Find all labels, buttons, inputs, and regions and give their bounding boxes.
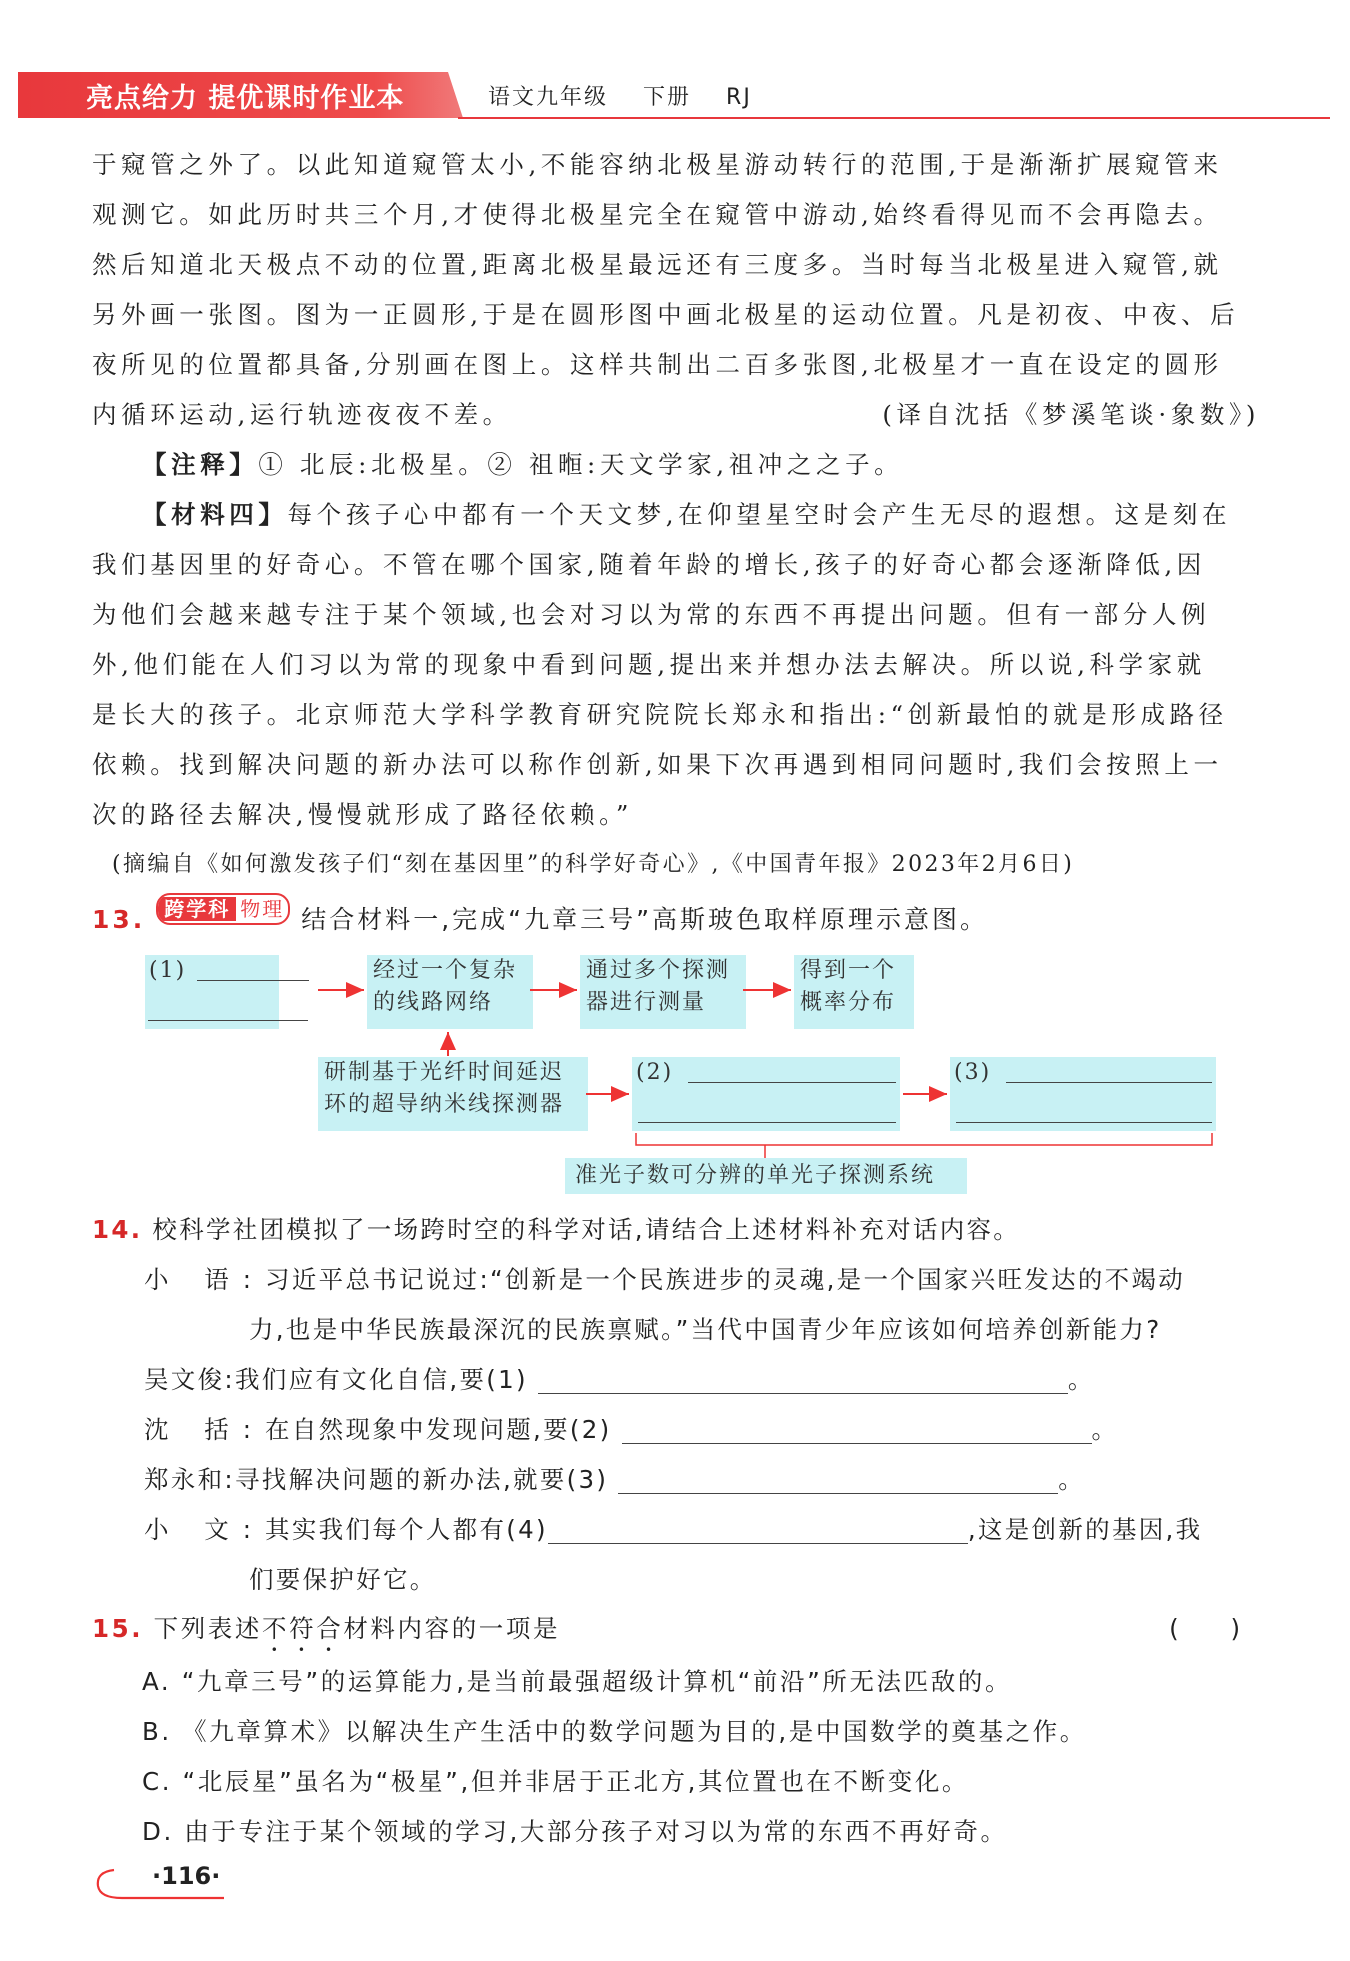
page-content — [92, 140, 1260, 890]
answer-bracket[interactable]: ( ) — [1169, 1614, 1262, 1643]
answer-blank-2b[interactable] — [638, 1122, 896, 1123]
answer-blank-2a[interactable] — [688, 1082, 896, 1083]
question-13 — [92, 893, 988, 945]
box-answer-1: (1) — [145, 955, 279, 1029]
passage-line: 于窥管之外了。以此知道窥管太小,不能容纳北极星游动转行的范围,于是渐渐扩展窥管来 — [92, 150, 1223, 179]
answer-blank-1b[interactable] — [148, 1020, 308, 1021]
edition-label: RJ — [726, 85, 752, 110]
dialogue-line: 吴文俊:我们应有文化自信,要(1) 。 — [144, 1365, 1095, 1394]
answer-blank-q14-3[interactable] — [618, 1463, 1058, 1494]
dialogue-line: 小 语:习近平总书记说过:“创新是一个民族进步的灵魂,是一个国家兴旺发达的不竭动 — [144, 1265, 1186, 1294]
emphasis-text: 不符合 — [262, 1614, 344, 1643]
dialogue-line: 小 文:其实我们每个人都有(4) ,这是创新的基因,我 — [144, 1515, 1203, 1544]
dialogue-line: 们要保护好它。 — [249, 1565, 437, 1594]
box-answer-3: (3) — [950, 1057, 1216, 1131]
passage — [92, 140, 1260, 490]
passage-line: 然后知道北天极点不动的位置,距离北极星最远还有三度多。当时每当北极星进入窥管,就 — [92, 250, 1223, 279]
question-number: 14. — [92, 1215, 143, 1244]
material-label: 【材料四】 — [142, 500, 288, 529]
answer-blank-q14-2[interactable] — [622, 1413, 1092, 1444]
answer-blank-3b[interactable] — [956, 1122, 1212, 1123]
box-photon-system: 准光子数可分辨的单光子探测系统 — [565, 1158, 967, 1194]
subject-label: 语文九年级 — [488, 85, 609, 110]
material-source: (摘编自《如何激发孩子们“刻在基因里”的科学好奇心》,《中国青年报》2023年2月6日) — [112, 852, 1075, 877]
box-probability: 得到一个 概率分布 — [794, 955, 914, 1029]
option-a[interactable]: A. “九章三号”的运算能力,是当前最强超级计算机“前沿”所无法匹敌的。 — [142, 1667, 1013, 1696]
page-header — [18, 72, 1330, 118]
answer-blank-q14-4[interactable] — [548, 1513, 968, 1544]
note-text: ① 北辰:北极星。② 祖暅:天文学家,祖冲之之子。 — [258, 450, 904, 479]
option-d[interactable]: D. 由于专注于某个领域的学习,大部分孩子对习以为常的东西不再好奇。 — [142, 1817, 1008, 1846]
box-nanowire-detector: 研制基于光纤时间延迟 环的超导纳米线探测器 — [318, 1057, 588, 1131]
option-c[interactable]: C. “北辰星”虽名为“极星”,但并非居于正北方,其位置也在不断变化。 — [142, 1767, 970, 1796]
material-line: 我们基因里的好奇心。不管在哪个国家,随着年龄的增长,孩子的好奇心都会逐渐降低,因 — [92, 550, 1206, 579]
question-prompt: 结合材料一,完成“九章三号”高斯玻色取样原理示意图。 — [301, 905, 989, 934]
bracket-line — [636, 1133, 1212, 1145]
material-line: 每个孩子心中都有一个天文梦,在仰望星空时会产生无尽的遐想。这是刻在 — [287, 500, 1232, 529]
passage-last-line: 内循环运动,运行轨迹夜夜不差。 (译自沈括《梦溪笔谈·象数》) — [92, 390, 1260, 440]
box-detector-measure: 通过多个探测 器进行测量 — [580, 955, 746, 1029]
passage-line: 观测它。如此历时共三个月,才使得北极星完全在窥管中游动,始终看得见而不会再隐去。 — [92, 200, 1223, 229]
box-answer-2: (2) — [632, 1057, 900, 1131]
note-label: 【注释】 — [142, 450, 259, 479]
answer-blank-1a[interactable] — [197, 980, 309, 981]
question-number: 13. — [92, 905, 146, 934]
page-number: ·116· — [96, 1866, 164, 1894]
material-line: 外,他们能在人们习以为常的现象中看到问题,提出来并想办法去解决。所以说,科学家就 — [92, 650, 1206, 679]
volume-label: 下册 — [643, 85, 692, 110]
dialogue-line: 沈 括:在自然现象中发现问题,要(2) 。 — [144, 1415, 1119, 1444]
book-brand: 亮点给力 提优课时作业本 — [86, 83, 405, 114]
header-rule — [458, 117, 1330, 119]
dialogue-line: 力,也是中华民族最深沉的民族禀赋。”当代中国青少年应该如何培养创新能力? — [249, 1315, 1162, 1344]
notes — [92, 440, 1260, 490]
question-15: 15. 下列表述不符合材料内容的一项是 ( ) A. “九章三号”的运算能力,是当前最强超级计算机“前沿”所无法匹敌的。 B. 《九章算术》以解决生产生活中的数学问题为目的,是中国数学的奠基之作。 C. “北辰星”虽名为“极星”,但并非居于正北方,其位置也在不断变化。 D. 由于专注于某个领域的学习,大部分孩子对习以为常的东西不再好奇。 — [92, 1604, 1262, 1857]
passage-line: 夜所见的位置都具备,分别画在图上。这样共制出二百多张图,北极星才一直在设定的圆形 — [92, 350, 1223, 379]
material-line: 为他们会越来越专注于某个领域,也会对习以为常的东西不再提出问题。但有一部分人例 — [92, 600, 1211, 629]
dialogue-line: 郑永和:寻找解决问题的新办法,就要(3) 。 — [144, 1465, 1086, 1494]
material-line: 是长大的孩子。北京师范大学科学教育研究院院长郑永和指出:“创新最怕的就是形成路径 — [92, 700, 1228, 729]
question-prompt: 校科学社团模拟了一场跨时空的科学对话,请结合上述材料补充对话内容。 — [152, 1215, 1021, 1244]
question-number: 15. — [92, 1614, 144, 1643]
material-line: 依赖。找到解决问题的新办法可以称作创新,如果下次再遇到相同问题时,我们会按照上一 — [92, 750, 1223, 779]
passage-source: (译自沈括《梦溪笔谈·象数》) — [882, 400, 1260, 429]
answer-blank-3a[interactable] — [1006, 1082, 1212, 1083]
box-circuit-network: 经过一个复杂 的线路网络 — [367, 955, 533, 1029]
question-14 — [92, 1205, 1262, 1605]
answer-blank-q14-1[interactable] — [538, 1363, 1068, 1394]
option-b[interactable]: B. 《九章算术》以解决生产生活中的数学问题为目的,是中国数学的奠基之作。 — [142, 1717, 1087, 1746]
book-subtitle — [488, 80, 778, 111]
subject-tag: 跨学科 物理 — [156, 893, 290, 925]
material-line: 次的路径去解决,慢慢就形成了路径依赖。” — [92, 800, 634, 829]
passage-line: 另外画一张图。图为一正圆形,于是在圆形图中画北极星的运动位置。凡是初夜、中夜、后 — [92, 300, 1240, 329]
material-four — [92, 490, 1260, 890]
